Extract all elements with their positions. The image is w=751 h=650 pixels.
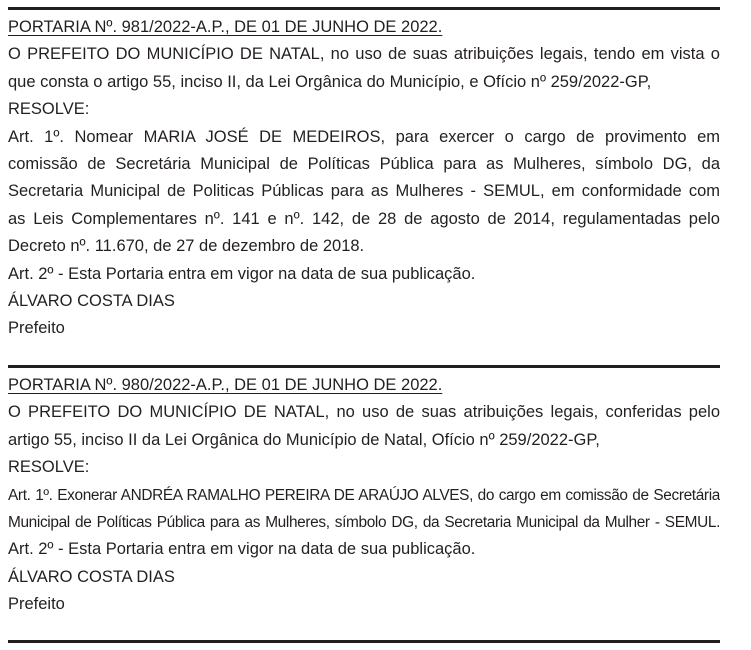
portaria-981-art1-line-5: Decreto nº. 11.670, de 27 de dezembro de 2018. <box>8 237 365 256</box>
portaria-981-art1-line-3: Secretaria Municipal de Politicas Públicas para as Mulheres - SEMUL, em conformidade com <box>8 182 720 201</box>
portaria-981-art1-line-2: comissão de Secretária Municipal de Políticas Pública para as Mulheres, símbolo DG, da <box>8 154 720 173</box>
section-divider-rule <box>8 365 720 368</box>
portaria-981-art2: Art. 2º - Esta Portaria entra em vigor na data de sua publicação. <box>8 264 476 283</box>
portaria-981 <box>8 14 720 343</box>
portaria-980 <box>8 372 720 619</box>
portaria-980-title: PORTARIA Nº. 980/2022-A.P., DE 01 DE JUNHO DE 2022. <box>8 376 443 394</box>
bottom-rule <box>8 640 720 643</box>
portaria-980-art1-line-1: Art. 1º. Exonerar ANDRÉA RAMALHO PEREIRA DE ARAÚJO ALVES, do cargo em comissão de Secretária <box>8 486 720 504</box>
portaria-981-art1-line-4: as Leis Complementares nº. 141 e nº. 142, de 28 de agosto de 2014, regulamentadas pelo <box>8 209 720 228</box>
portaria-981-signer-title: Prefeito <box>8 319 65 338</box>
portaria-981-preamble-line-1: O PREFEITO DO MUNICÍPIO DE NATAL, no uso de suas atribuições legais, tendo em vista o <box>8 45 720 64</box>
portaria-980-resolve: RESOLVE: <box>8 458 90 477</box>
portaria-981-art1-line-1: Art. 1º. Nomear MARIA JOSÉ DE MEDEIROS, para exercer o cargo de provimento em <box>8 127 720 146</box>
portaria-980-signer-name: ÁLVARO COSTA DIAS <box>8 567 175 586</box>
top-rule <box>8 7 720 10</box>
portaria-980-signer-title: Prefeito <box>8 595 65 614</box>
portaria-980-art1-line-2: Municipal de Políticas Pública para as Mulheres, símbolo DG, da Secretaria Municipal da Mulher - SEMUL. <box>8 513 720 531</box>
portaria-981-title: PORTARIA Nº. 981/2022-A.P., DE 01 DE JUNHO DE 2022. <box>8 18 443 36</box>
portaria-980-preamble-line-2: artigo 55, inciso II da Lei Orgânica do Município de Natal, Ofício nº 259/2022-GP, <box>8 430 600 449</box>
portaria-981-resolve: RESOLVE: <box>8 100 90 119</box>
portaria-981-preamble-line-2: que consta o artigo 55, inciso II, da Lei Orgânica do Município, e Ofício nº 259/2022-GP, <box>8 72 652 91</box>
portaria-980-preamble-line-1: O PREFEITO DO MUNICÍPIO DE NATAL, no uso de suas atribuições legais, conferidas pelo <box>8 403 720 422</box>
portaria-981-signer-name: ÁLVARO COSTA DIAS <box>8 291 175 310</box>
portaria-980-art2: Art. 2º - Esta Portaria entra em vigor na data de sua publicação. <box>8 540 476 559</box>
